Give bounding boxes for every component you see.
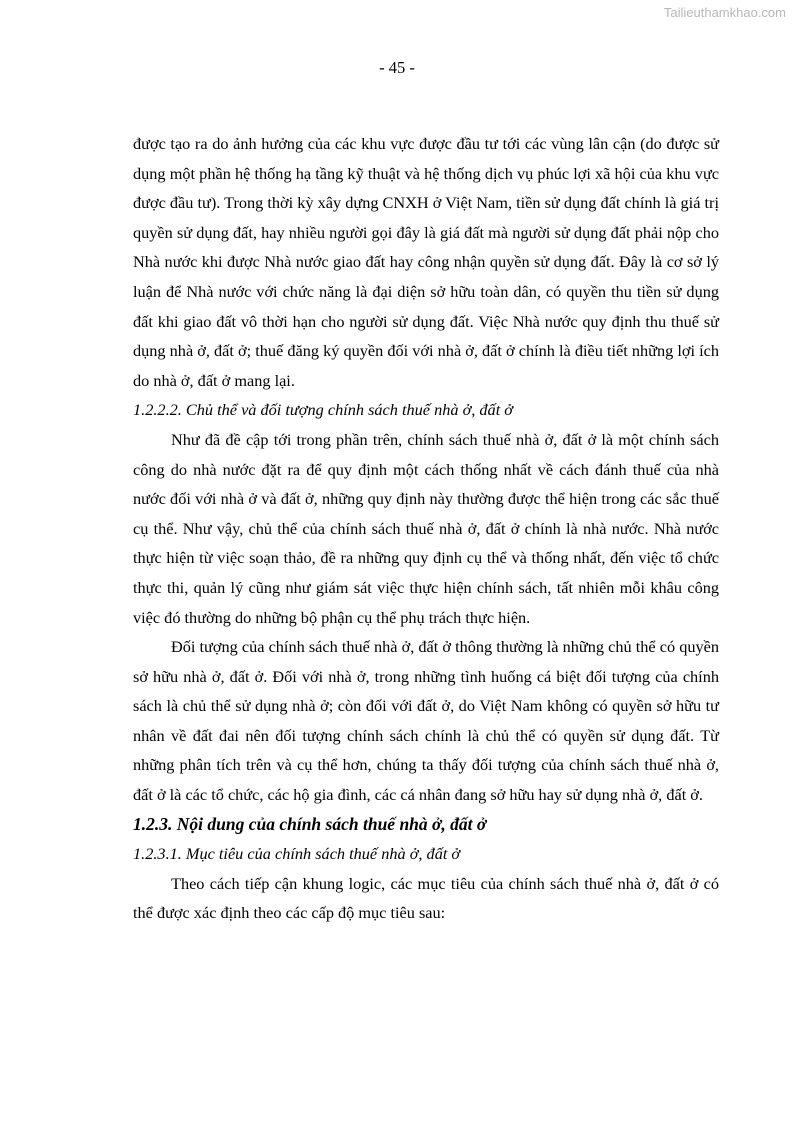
section-heading-1-2-2-2: 1.2.2.2. Chủ thể và đối tượng chính sách thuế nhà ở, đất ở [133,400,513,420]
paragraph-3: Đối tượng của chính sách thuế nhà ở, đất ở thông thường là những chủ thể có quyền sở hữu nhà ở, đất ở. Đối với nhà ở, trong những tình huống cá biệt đối tượng của chính sách là chủ thể sử dụng nhà ở; còn đối với đất ở, do Việt Nam không có quyền sở hữu tư nhân về đất đai nên đối tượng chính sách chính là chủ thể có quyền sử dụng đất. Từ những phân tích trên và cụ thể hơn, chúng ta thấy đối tượng của chính sách thuế nhà ở, đất ở là các tổ chức, các hộ gia đình, các cá nhân đang sở hữu hay sử dụng nhà ở, đất ở. [133,637,719,805]
document-body [133,129,719,928]
paragraph-1: được tạo ra do ảnh hưởng của các khu vực được đầu tư tới các vùng lân cận (do được sử dụng một phần hệ thống hạ tầng kỹ thuật và hệ thống dịch vụ phúc lợi xã hội của khu vực được đầu tư). Trong thời kỳ xây dựng CNXH ở Việt Nam, tiền sử dụng đất chính là giá trị quyền sử dụng đất, hay nhiều người gọi đây là giá đất mà người sử dụng đất phải nộp cho Nhà nước khi được Nhà nước giao đất hay công nhận quyền sử dụng đất. Đây là cơ sở lý luận để Nhà nước với chức năng là đại diện sở hữu toàn dân, có quyền thu tiền sử dụng đất khi giao đất vô thời hạn cho người sử dụng đất. Việc Nhà nước quy định thu thuế sử dụng nhà ở, đất ở; thuế đăng ký quyền đối với nhà ở, đất ở chính là điều tiết những lợi ích do nhà ở, đất ở mang lại. [133,134,719,390]
section-heading-1-2-3: 1.2.3. Nội dung của chính sách thuế nhà ở, đất ở [133,813,487,834]
paragraph-4: Theo cách tiếp cận khung logic, các mục tiêu của chính sách thuế nhà ở, đất ở có thể được xác định theo các cấp độ mục tiêu sau: [133,873,719,923]
paragraph-2: Như đã đề cập tới trong phần trên, chính sách thuế nhà ở, đất ở là một chính sách công do nhà nước đặt ra để quy định một cách thống nhất về cách đánh thuế của nhà nước đối với nhà ở và đất ở, những quy định này thường được thể hiện trong các sắc thuế cụ thể. Như vậy, chủ thể của chính sách thuế nhà ở, đất ở chính là nhà nước. Nhà nước thực hiện từ việc soạn thảo, đề ra những quy định cụ thể và thống nhất, đến việc tổ chức thực thi, quản lý cũng như giám sát việc thực hiện chính sách, tất nhiên mỗi khâu công việc đó thường do những bộ phận cụ thể phụ trách thực hiện. [133,429,719,627]
section-heading-1-2-3-1: 1.2.3.1. Mục tiêu của chính sách thuế nhà ở, đất ở [133,844,461,864]
watermark: Tailieuthamkhao.com [663,5,786,20]
page-number: - 45 - [379,58,415,77]
